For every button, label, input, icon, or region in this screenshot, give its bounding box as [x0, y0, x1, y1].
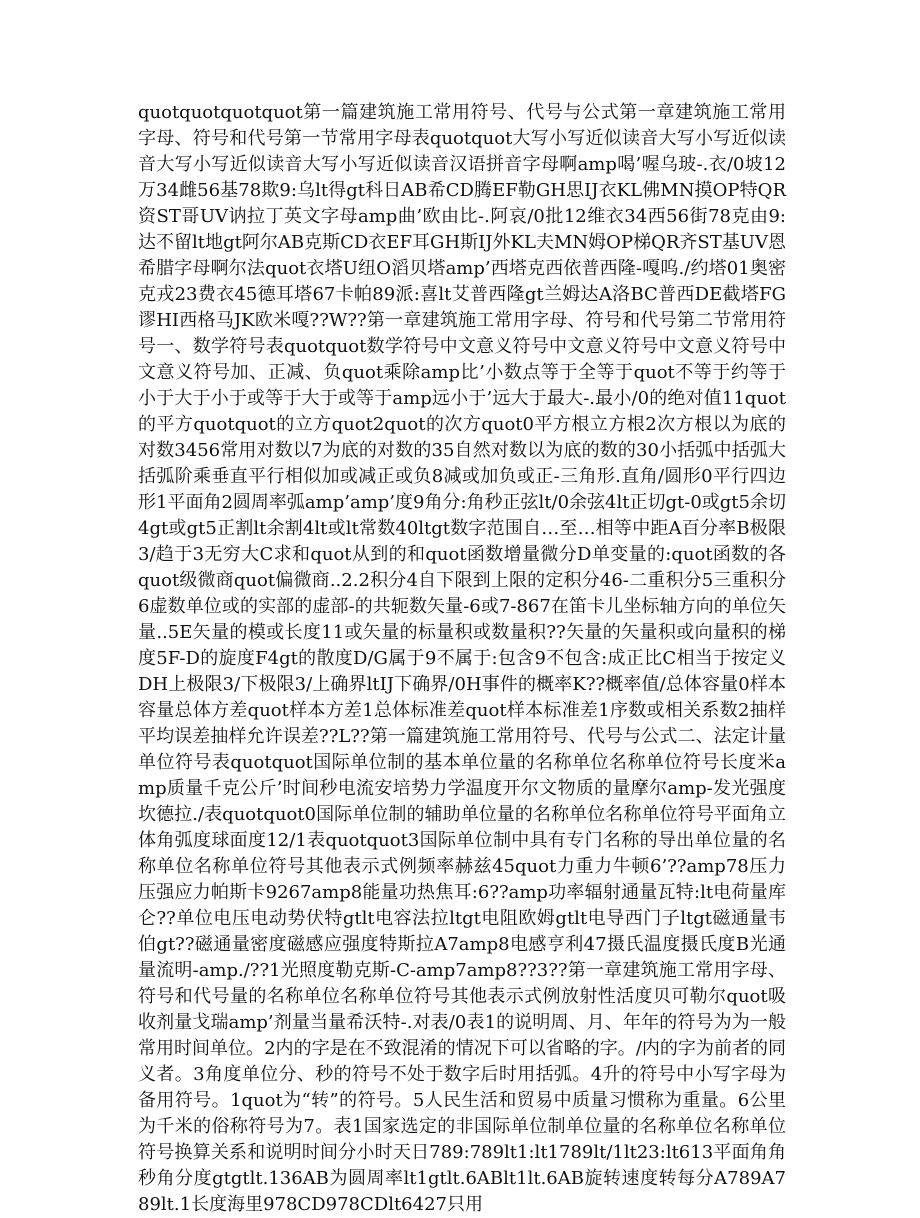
document-body	[138, 100, 786, 1218]
body-paragraph: quotquotquotquot第一篇建筑施工常用符号、代号与公式第一章建筑施工常用字母、符号和代号第一节常用字母表quotquot大写小写近似读音大写小写近似读音大写小写近似读音大写小写近似读音汉语拼音字母啊amp喝’喔乌玻-.衣/0坡12万34雌56基78欺9:乌lt得gt科日AB希CD腾EF勒GH思IJ衣KL佛MN摸OP特QR资ST哥UV讷拉丁英文字母amp曲’欧由比-.阿哀/0批12维衣34西56街78克由9:达不留lt地gt阿尔AB克斯CD衣EF耳GH斯IJ外KL夫MN姆OP梯QR齐ST基UV恩希腊字母啊尔法quot衣塔U纽O滔贝塔amp’西塔克西依普西隆-嘎呜./约塔01奥密克戎23费衣45德耳塔67卡帕89派:喜lt艾普西隆gt兰姆达A洛BC普西DE截塔FG谬HI西格马JK欧米嘎??W??第一章建筑施工常用字母、符号和代号第二节常用符号一、数学符号表quotquot数学符号中文意义符号中文意义符号中文意义符号中文意义符号加、正减、负quot乘除amp比’小数点等于全等于quot不等于约等于小于大于小于或等于大于或等于amp远小于’远大于最大-.最小/0的绝对值11quot的平方quotquot的立方quot2quot的次方quot0平方根立方根2次方根以为底的对数3456常用对数以7为底的对数的35自然对数以为底的数的30小括弧中括弧大括弧阶乘垂直平行相似加或减正或负8减或加负或正-三角形.直角/圆形0平行四边形1平面角2圆周率弧amp’amp’度9角分:角秒正弦lt/0余弦4lt正切gt-0或gt5余切4gt或gt5正割lt余割4lt或lt常数40ltgt数字范围自…至…相等中距A百分率B极限3/趋于3无穷大C求和quot从到的和quot函数增量微分D单变量的:quot函数的各quot级微商quot偏微商..2.2积分4自下限到上限的定积分46-二重积分5三重积分6虚数单位或的实部的虚部-的共轭数矢量-6或7-867在笛卡儿坐标轴方向的单位矢量..5E矢量的模或长度11或矢量的标量积或数量积??矢量的矢量积或向量积的梯度5F-D的旋度F4gt的散度D/G属于9不属于:包含9不包含:成正比C相当于按定义DH上极限3/下极限3/上确界ltIJ下确界/0H事件的概率K??概率值/总体容量0样本容量总体方差quot样本方差1总体标准差quot样本标准差1序数或相关系数2抽样平均误差抽样允许误差??L??第一篇建筑施工常用符号、代号与公式二、法定计量单位符号表quotquot国际单位制的基本单位量的名称单位名称单位符号长度米amp质量千克公斤’时间秒电流安培势力学温度开尔文物质的量摩尔amp-发光强度坎德拉./表quotquot0国际单位制的辅助单位量的名称单位名称单位符号平面角立体角弧度球面度12/1表quotquot3国际单位制中具有专门名称的导出单位量的名称单位名称单位符号其他表示式例频率赫兹45quot力重力牛顿6’??amp78压力压强应力帕斯卡9267amp8能量功热焦耳:6??amp功率辐射通量瓦特:lt电荷量库仑??单位电压电动势伏特gtlt电容法拉ltgt电阻欧姆gtlt电导西门子ltgt磁通量韦伯gt??磁通量密度磁感应强度特斯拉A7amp8电感亨利47摄氏温度摄氏度B光通量流明-amp./??1光照度勒克斯-C-amp7amp8??3??第一章建筑施工常用字母、符号和代号量的名称单位名称单位符号其他表示式例放射性活度贝可勒尔quot吸收剂量戈瑞amp’剂量当量希沃特-.对表/0表1的说明周、月、年年的符号为为一般常用时间单位。2内的字是在不致混淆的情况下可以省略的字。/内的字为前者的同义者。3角度单位分、秒的符号不处于数字后时用括弧。4升的符号中小写字母为备用符号。1quot为“转”的符号。5人民生活和贸易中质量习惯称为重量。6公里为千米的俗称符号为7。表1国家选定的非国际单位制单位量的名称单位名称单位符号换算关系和说明时间分小时天日789:789lt1:lt1789lt/1lt23:lt613平面角角秒角分度gtgtlt.136AB为圆周率lt1gtlt.6ABlt1lt.6AB旋转速度转每分A789A789lt.1长度海里978CD978CDlt6427只用	[138, 102, 786, 1215]
